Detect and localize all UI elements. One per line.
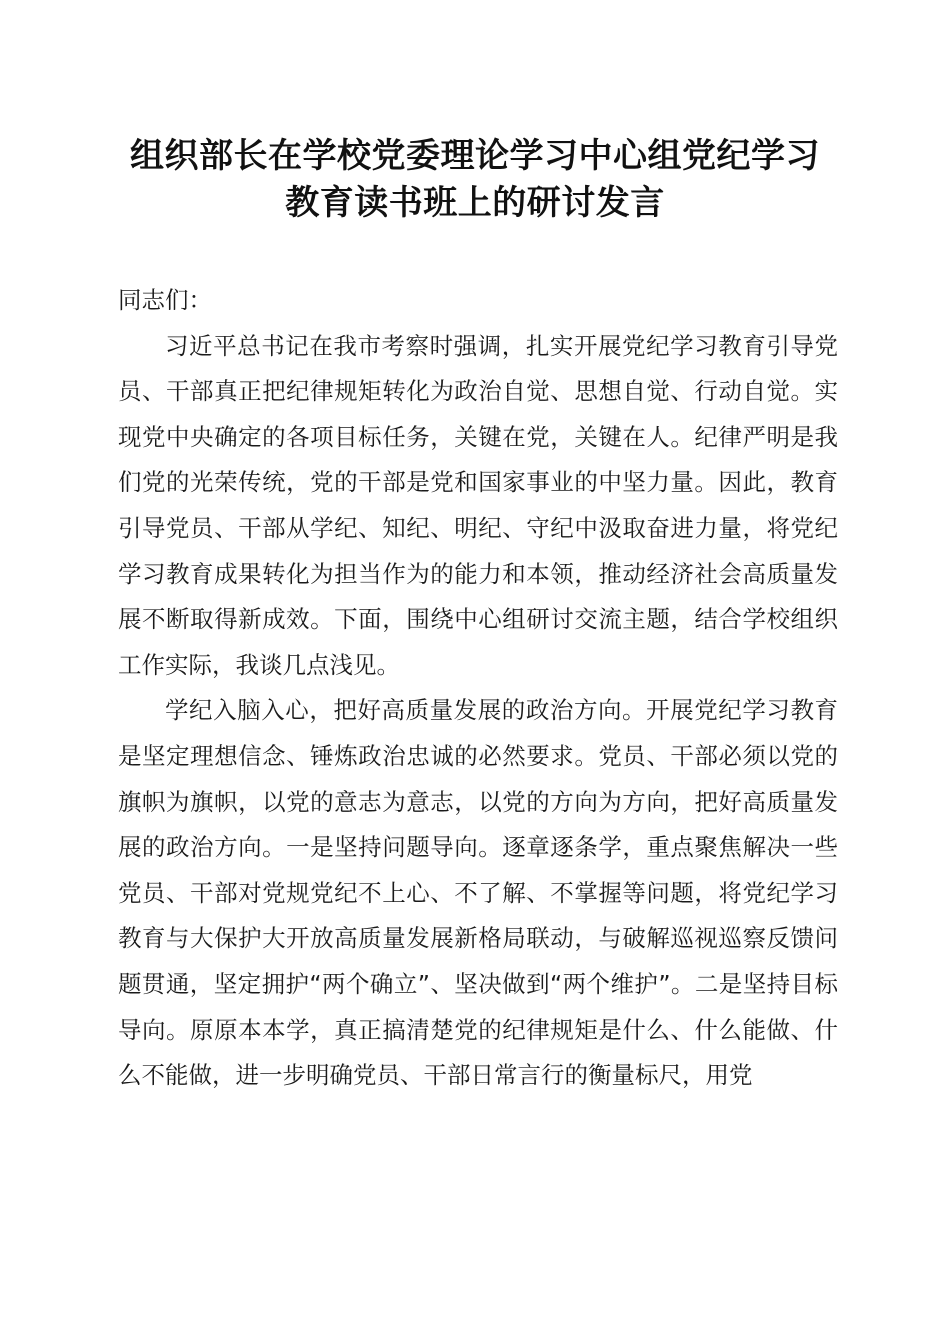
paragraph-1: 习近平总书记在我市考察时强调，扎实开展党纪学习教育引导党员、干部真正把纪律规矩转化为政治自觉、思想自觉、行动自觉。实现党中央确定的各项目标任务，关键在党，关键在人。纪律严明是我们党的光荣传统，党的干部是党和国家事业的中坚力量。因此，教育引导党员、干部从学纪、知纪、明纪、守纪中汲取奋进力量，将党纪学习教育成果转化为担当作为的能力和本领，推动经济社会高质量发展不断取得新成效。下面，围绕中心组研讨交流主题，结合学校组织工作实际，我谈几点浅见。 xyxy=(118,331,838,679)
title-line-2: 教育读书班上的研讨发言 xyxy=(285,183,665,223)
salutation: 同志们： xyxy=(118,286,212,314)
document-title xyxy=(100,133,850,227)
paragraph-2: 学纪入脑入心，把好高质量发展的政治方向。开展党纪学习教育是坚定理想信念、锤炼政治忠诚的必然要求。党员、干部必须以党的旗帜为旗帜，以党的意志为意志，以党的方向为方向，把好高质量发展的政治方向。一是坚持问题导向。逐章逐条学，重点聚焦解决一些党员、干部对党规党纪不上心、不了解、不掌握等问题，将党纪学习教育与大保护大开放高质量发展新格局联动，与破解巡视巡察反馈问题贯通，坚定拥护“两个确立”、坚决做到“两个维护”。二是坚持目标导向。原原本本学，真正搞清楚党的纪律规矩是什么、什么能做、什么不能做，进一步明确党员、干部日常言行的衡量标尺，用党 xyxy=(118,696,838,1090)
document-body xyxy=(118,278,838,1099)
title-line-1: 组织部长在学校党委理论学习中心组党纪学习 xyxy=(130,136,820,176)
